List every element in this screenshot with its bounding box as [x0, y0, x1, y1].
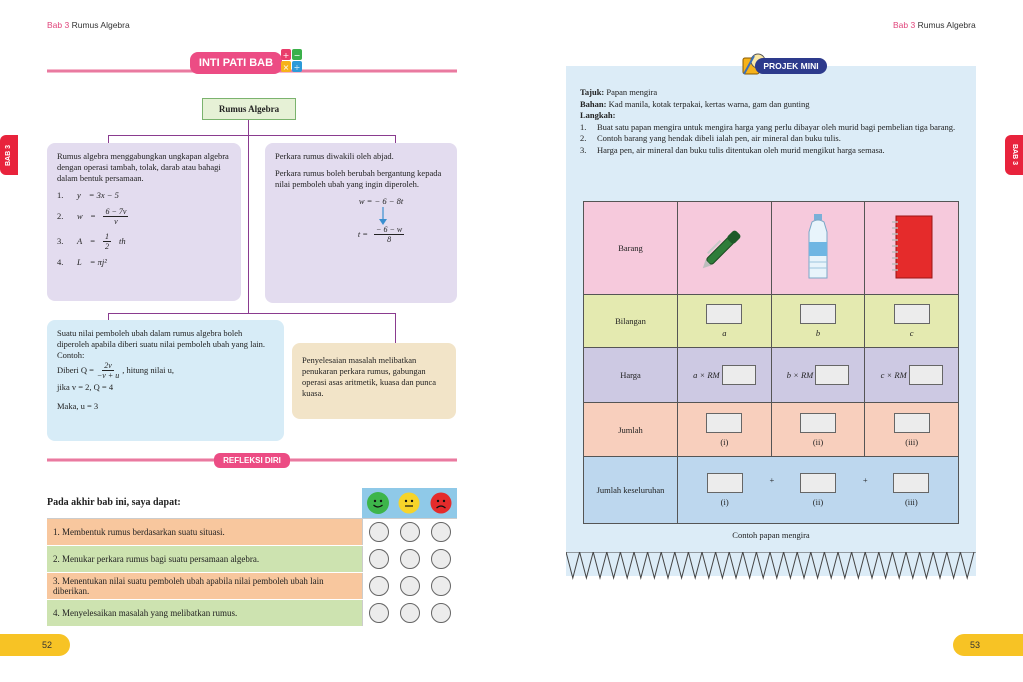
row-label: Harga: [584, 348, 678, 402]
roman-label: (iii): [904, 497, 918, 507]
happy-face-icon: [367, 492, 389, 514]
svg-text:×: ×: [282, 63, 290, 72]
refleksi-item-text: 4. Menyelesaikan masalah yang melibatkan rumus.: [47, 600, 362, 626]
langkah-label: [580, 110, 965, 122]
sad-face-icon: [430, 492, 452, 514]
refleksi-row: [47, 519, 457, 546]
maka-line: Maka, u = 3: [57, 401, 99, 411]
input-box[interactable]: [815, 365, 849, 385]
step-number: 1.: [580, 121, 587, 132]
roman-label: (i): [720, 497, 729, 507]
roman-label: (iii): [905, 436, 919, 447]
rating-circle[interactable]: [431, 576, 451, 596]
variable-label: a: [722, 328, 727, 338]
numerator: − 6 − w: [376, 225, 403, 234]
cell-pen: [678, 202, 772, 294]
roman-label: (i): [720, 436, 729, 447]
formula-lhs: y: [77, 190, 81, 200]
refleksi-row: [47, 573, 457, 600]
definition-text: Rumus algebra menggabungkan ungkapan algebra dengan operasi tambah, tolak, darab atau bahagi dalam bentuk persamaan.: [57, 151, 229, 183]
formula-lhs: w: [77, 211, 83, 221]
variable-label: b: [815, 328, 821, 338]
connector: [248, 120, 249, 135]
refleksi-badge: REFLEKSI DIRI: [214, 453, 290, 468]
equation-1: w = − 6 − 8t: [358, 196, 404, 206]
svg-text:+: +: [282, 51, 290, 60]
formula-item: [57, 257, 231, 268]
row-label: Barang: [584, 202, 678, 294]
header-title: Rumus Algebra: [71, 20, 130, 30]
tajuk-label: Tajuk:: [580, 87, 605, 97]
rating-circle[interactable]: [400, 549, 420, 569]
water-bottle-icon: [803, 214, 833, 282]
rating-circle[interactable]: [400, 522, 420, 542]
row-bilangan: [584, 295, 958, 348]
row-label: Bilangan: [584, 295, 678, 347]
rating-circle[interactable]: [431, 549, 451, 569]
right-header: [893, 20, 976, 30]
rating-circle[interactable]: [369, 549, 389, 569]
refleksi-table: [47, 518, 457, 627]
numerator: 2v: [104, 361, 112, 370]
input-box[interactable]: [722, 365, 756, 385]
numerator: 6 − 7v: [105, 207, 127, 216]
connector: [108, 313, 395, 314]
inti-pati-badge: INTI PATI BAB: [190, 52, 282, 74]
step-item: [580, 122, 965, 134]
row-harga: [584, 348, 958, 403]
zigzag-edge: [566, 552, 976, 582]
connector: [395, 313, 396, 343]
neutral-face-icon: [398, 492, 420, 514]
input-box[interactable]: [800, 304, 836, 324]
step-item: [580, 145, 965, 157]
connector: [108, 135, 395, 136]
fraction: [103, 207, 128, 226]
denominator: −v + u: [96, 371, 120, 380]
bahan-label: Bahan:: [580, 98, 607, 109]
equals-sign: =: [90, 211, 96, 221]
connector: [248, 135, 249, 313]
refleksi-row: [47, 546, 457, 573]
bahan-line: [580, 99, 965, 111]
refleksi-row: [47, 600, 457, 627]
header-chapter: Bab 3: [47, 20, 70, 30]
fraction: [374, 225, 404, 244]
rating-circle[interactable]: [369, 576, 389, 596]
step-text: Buat satu papan mengira untuk mengira harga yang perlu dibayar oleh murid bagi pembelian tiga barang.: [597, 121, 956, 132]
subject-text-1: Perkara rumus diwakili oleh abjad.: [275, 151, 394, 161]
left-side-tab: BAB 3: [0, 135, 18, 175]
subject-of-formula-box: [265, 143, 457, 303]
jika-line: jika v = 2, Q = 4: [57, 382, 114, 392]
input-box[interactable]: [894, 413, 930, 433]
denominator: v: [114, 217, 118, 226]
row-barang: [584, 202, 958, 295]
item-number: 3.: [57, 236, 64, 246]
price-label: a × RM: [693, 370, 720, 380]
formula-item: [57, 232, 231, 251]
pen-icon: [694, 217, 754, 279]
cell: [678, 295, 772, 347]
contoh-label: Contoh:: [57, 350, 85, 360]
left-page-number: 52: [42, 640, 53, 650]
subject-text-2: Perkara rumus boleh berubah bergantung kepada nilai pemboleh ubah yang ingin diperoleh.: [275, 168, 442, 189]
tajuk-value: Papan mengira: [606, 87, 658, 97]
formula-definition-box: [47, 143, 241, 301]
price-label: c × RM: [880, 370, 907, 380]
step-text: Harga pen, air mineral dan buku tulis ditentukan oleh murid mengikut harga semasa.: [597, 144, 885, 155]
input-box[interactable]: [706, 413, 742, 433]
header-title: Rumus Algebra: [917, 20, 976, 30]
bahan-value: Kad manila, kotak terpakai, kertas warna, gam dan gunting: [608, 98, 810, 109]
svg-text:÷: ÷: [293, 63, 301, 72]
input-box[interactable]: [893, 473, 929, 493]
input-box[interactable]: [909, 365, 943, 385]
problem-solving-box: Penyelesaian masalah melibatkan penukaran perkara rumus, gabungan operasi asas aritmetik, kuasa dan punca kuasa.: [292, 343, 456, 419]
diberi-text: Diberi Q =: [57, 365, 94, 375]
rating-options: [362, 573, 457, 599]
rating-circle[interactable]: [431, 522, 451, 542]
formula-lhs: L: [77, 257, 82, 267]
diberi-tail: , hitung nilai u,: [122, 365, 174, 375]
cell: [772, 403, 866, 456]
input-box[interactable]: [706, 304, 742, 324]
cell: [865, 403, 958, 456]
step-item: [580, 133, 965, 145]
rating-options: [362, 519, 457, 545]
down-arrow-icon: [379, 207, 447, 225]
cell-book: [865, 202, 958, 294]
substitution-text: Suatu nilai pemboleh ubah dalam rumus algebra boleh diperoleh apabila diberi suatu nilai pemboleh ubah yang lain.: [57, 328, 265, 349]
math-blocks-icon: [280, 48, 304, 74]
cell: [678, 457, 775, 523]
header-chapter: Bab 3: [893, 20, 916, 30]
plus-sign: +: [769, 475, 775, 485]
rating-circle[interactable]: [400, 576, 420, 596]
rating-circle[interactable]: [369, 522, 389, 542]
step-number: 2.: [580, 133, 587, 143]
equation-2: [315, 225, 447, 244]
row-jumlah-keseluruhan: [584, 457, 958, 523]
formula-rhs: = πj²: [89, 257, 107, 267]
formula-tail: th: [119, 236, 126, 246]
langkah-label-text: Langkah:: [580, 110, 616, 120]
notebook-icon: [890, 214, 934, 282]
rating-circle[interactable]: [369, 603, 389, 623]
fraction: [103, 232, 111, 251]
roman-label: (ii): [812, 497, 824, 507]
item-number: 2.: [57, 211, 64, 221]
row-jumlah: [584, 403, 958, 457]
tajuk-line: [580, 87, 965, 99]
row-label: Jumlah keseluruhan: [584, 457, 678, 523]
cell: [772, 295, 866, 347]
row-label: Jumlah: [584, 403, 678, 456]
price-label: b × RM: [786, 370, 814, 380]
board-caption: Contoh papan mengira: [732, 530, 810, 540]
rating-circle[interactable]: [400, 603, 420, 623]
right-page-number: 53: [970, 640, 981, 650]
cell: [865, 295, 958, 347]
substitution-box: [47, 320, 284, 441]
counting-board: [583, 201, 959, 524]
right-side-tab: BAB 3: [1005, 135, 1023, 175]
input-box[interactable]: [800, 473, 836, 493]
cell: [862, 457, 958, 523]
plus-sign: +: [862, 475, 868, 485]
svg-text:−: −: [293, 51, 301, 60]
cell: [771, 457, 868, 523]
variable-label: c: [909, 328, 914, 338]
denominator: 8: [387, 235, 392, 244]
equals-sign: =: [90, 236, 95, 246]
input-box[interactable]: [800, 413, 836, 433]
refleksi-heading: Pada akhir bab ini, saya dapat:: [47, 496, 181, 508]
connector: [395, 135, 396, 143]
rating-options: [362, 600, 457, 626]
cell: [865, 348, 958, 402]
cell: [678, 348, 772, 402]
step-text: Contoh barang yang hendak dibeli ialah pen, air mineral dan buku tulis.: [597, 133, 841, 143]
input-box[interactable]: [707, 473, 743, 493]
projek-mini-badge: PROJEK MINI: [755, 58, 827, 74]
formula-item: [57, 207, 231, 226]
root-label: Rumus Algebra: [202, 98, 296, 120]
left-header: [47, 20, 130, 30]
cell: [678, 403, 772, 456]
refleksi-item-text: 1. Membentuk rumus berdasarkan suatu situasi.: [47, 519, 362, 545]
rating-options: [362, 546, 457, 572]
fraction: [97, 361, 119, 380]
rating-circle[interactable]: [431, 603, 451, 623]
cell: [772, 348, 866, 402]
item-number: 1.: [57, 190, 64, 200]
formula-item: [57, 190, 231, 201]
right-footer-bar: [953, 634, 1023, 656]
denominator: 2: [105, 242, 109, 251]
cell-water: [772, 202, 866, 294]
roman-label: (ii): [812, 436, 824, 447]
left-footer-bar: [0, 634, 70, 656]
input-box[interactable]: [894, 304, 930, 324]
equation-2-lhs: t =: [357, 229, 369, 239]
step-number: 3.: [580, 144, 587, 155]
mood-header: [362, 488, 457, 518]
formula-rhs: = 3x − 5: [88, 190, 119, 200]
connector: [108, 313, 109, 320]
numerator: 1: [105, 232, 109, 241]
diberi-line: [57, 361, 274, 380]
connector: [108, 135, 109, 143]
refleksi-item-text: 2. Menukar perkara rumus bagi suatu persamaan algebra.: [47, 546, 362, 572]
formula-lhs: A: [77, 236, 83, 246]
item-number: 4.: [57, 257, 64, 267]
refleksi-item-text: 3. Menentukan nilai suatu pemboleh ubah apabila nilai pemboleh ubah lain diberikan.: [47, 573, 362, 599]
projek-text: [580, 87, 965, 156]
